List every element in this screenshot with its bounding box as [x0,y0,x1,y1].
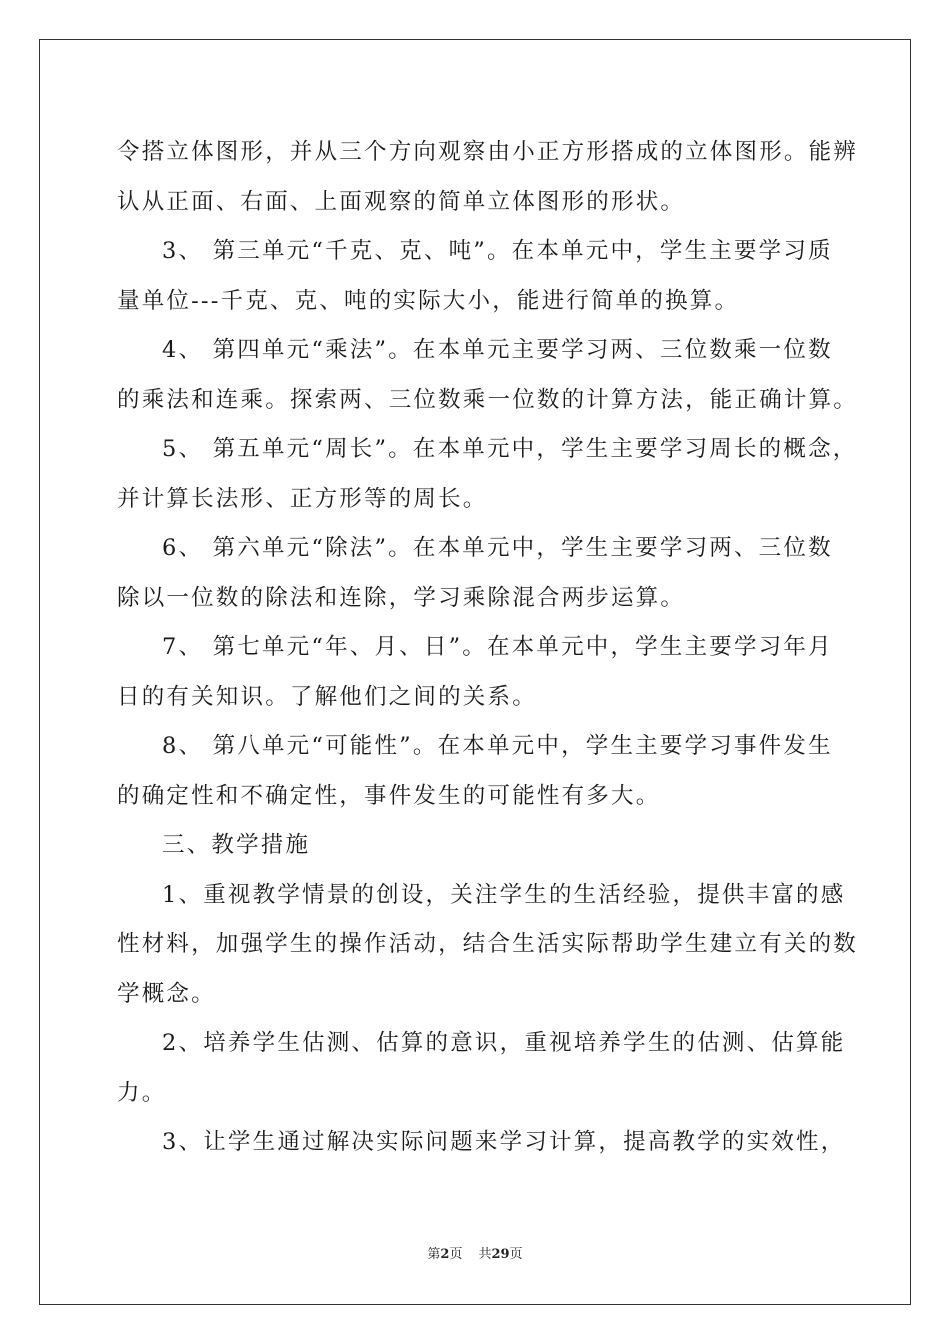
text-line: 2、培养学生估测、估算的意识，重视培养学生的估测、估算能 [162,1030,846,1056]
text-line: 6、 第六单元“除法”。在本单元中，学生主要学习两、三位数 [162,535,833,561]
text-line: 5、 第五单元“周长”。在本单元中，学生主要学习周长的概念， [162,436,858,462]
text-line: 3、让学生通过解决实际问题来学习计算，提高教学的实效性， [162,1129,846,1155]
page-suffix: 页 [449,1247,463,1262]
page-prefix: 第 [427,1247,441,1262]
text-line: 3、 第三单元“千克、克、吨”。在本单元中，学生主要学习质 [162,238,833,264]
page-number: 2 [440,1247,450,1262]
text-line: 力。 [117,1079,167,1106]
text-line: 的确定性和不确定性，事件发生的可能性有多大。 [117,782,661,809]
text-line: 认从正面、右面、上面观察的简单立体图形的形状。 [117,188,686,215]
section-heading: 三、教学措施 [162,832,311,858]
total-prefix: 共 [478,1247,492,1262]
text-line: 的乘法和连乘。探索两、三位数乘一位数的计算方法，能正确计算。 [117,386,859,413]
text-line: 8、 第八单元“可能性”。在本单元中，学生主要学习事件发生 [162,733,833,759]
text-line: 并计算长法形、正方形等的周长。 [117,485,488,512]
text-line: 性材料，加强学生的操作活动，结合生活实际帮助学生建立有关的数 [117,931,859,957]
page-footer [0,1247,950,1263]
total-suffix: 页 [509,1247,523,1262]
text-line: 令搭立体图形，并从三个方向观察由小正方形搭成的立体图形。能辨 [117,139,859,165]
text-line: 学概念。 [117,980,216,1007]
text-line: 量单位---千克、克、吨的实际大小，能进行简单的换算。 [117,287,740,314]
text-line: 4、 第四单元“乘法”。在本单元主要学习两、三位数乘一位数 [162,337,833,363]
text-line: 除以一位数的除法和连除，学习乘除混合两步运算。 [117,584,686,611]
text-line: 1、重视教学情景的创设，关注学生的生活经验，提供丰富的感 [162,881,846,908]
text-line: 7、 第七单元“年、月、日”。在本单元中，学生主要学习年月 [162,634,833,660]
text-line: 日的有关知识。了解他们之间的关系。 [117,683,537,710]
document-body [117,128,859,1168]
total-pages: 29 [491,1247,510,1262]
